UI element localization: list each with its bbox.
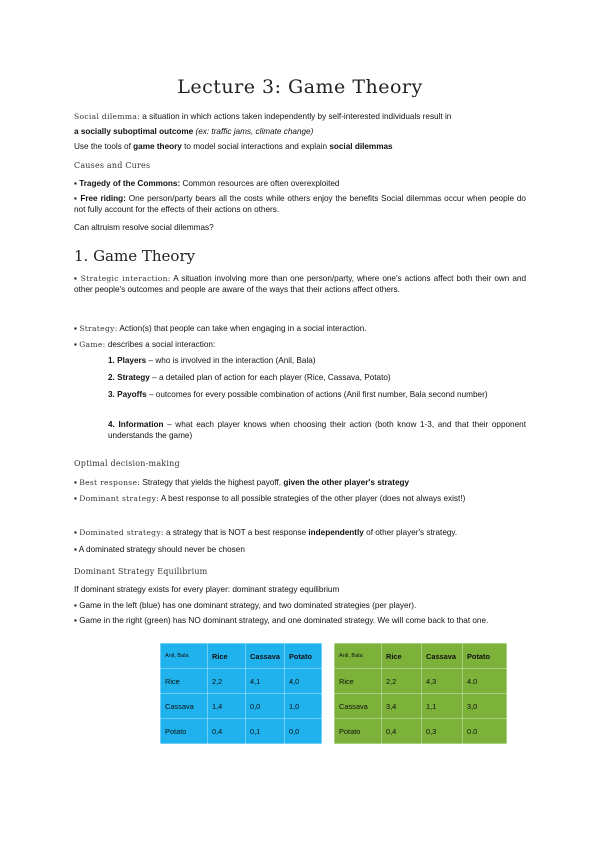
page-title: Lecture 3: Game Theory bbox=[177, 76, 423, 98]
column-header: Rice bbox=[382, 644, 422, 669]
payoff-table-blue bbox=[160, 643, 322, 744]
payoff-cell: 3,4 bbox=[382, 694, 422, 719]
payoff-cell: 4,1 bbox=[246, 669, 285, 694]
table-corner: Anil, Bala bbox=[335, 644, 382, 669]
row-label: Potato bbox=[335, 719, 382, 744]
social-dilemma-definition: Social dilemma: a situation in which actions taken independently by self-interested individuals result in bbox=[74, 112, 452, 121]
payoff-cell: 0,0 bbox=[285, 719, 322, 744]
list-item: ▪ Tragedy of the Commons: Common resources are often overexploited bbox=[74, 179, 340, 188]
column-header: Potato bbox=[285, 644, 322, 669]
table-row bbox=[161, 694, 322, 719]
payoff-table-green bbox=[334, 643, 507, 744]
list-item: ▪ Strategic interaction: A situation involving more than one person/party, where one's actions affect both their own and other people's outcomes and people are aware of the ways that their actions affect others. bbox=[74, 274, 527, 294]
row-label: Cassava bbox=[161, 694, 208, 719]
table-row bbox=[161, 719, 322, 744]
social-dilemma-outcome: a socially suboptimal outcome (ex: traffic jams, climate change) bbox=[74, 127, 314, 136]
list-item: ▪ Strategy: Action(s) that people can take when engaging in a social interaction. bbox=[74, 324, 367, 333]
payoff-cell: 0,1 bbox=[246, 719, 285, 744]
column-header: Cassava bbox=[422, 644, 463, 669]
payoff-cell: 4,0 bbox=[285, 669, 322, 694]
table-row bbox=[335, 719, 507, 744]
equilibrium-heading: Dominant Strategy Equilibrium bbox=[74, 567, 208, 576]
column-header: Rice bbox=[208, 644, 246, 669]
table-corner: Anil, Bala bbox=[161, 644, 208, 669]
list-item: ▪ Game in the left (blue) has one dominant strategy, and two dominated strategies (per player). bbox=[74, 601, 417, 610]
list-item: ▪ A dominated strategy should never be chosen bbox=[74, 545, 245, 554]
table-row bbox=[335, 694, 507, 719]
list-item: ▪ Dominant strategy: A best response to all possible strategies of the other player (does not always exist!) bbox=[74, 494, 466, 503]
game-theory-usage: Use the tools of game theory to model social interactions and explain social dilemmas bbox=[74, 142, 393, 151]
section-heading: 1. Game Theory bbox=[74, 247, 196, 265]
payoff-cell: 0,3 bbox=[422, 719, 463, 744]
list-item: ▪ Best response: Strategy that yields the highest payoff, given the other player's strategy bbox=[74, 478, 410, 487]
payoff-cell: 1,1 bbox=[422, 694, 463, 719]
payoff-cell: 3,0 bbox=[463, 694, 507, 719]
optimal-heading: Optimal decision-making bbox=[74, 459, 180, 468]
row-label: Rice bbox=[335, 669, 382, 694]
table-row bbox=[335, 669, 507, 694]
game-element: 2. Strategy – a detailed plan of action for each player (Rice, Cassava, Potato) bbox=[108, 373, 391, 382]
payoff-cell: 0,4 bbox=[208, 719, 246, 744]
payoff-cell: 4,3 bbox=[422, 669, 463, 694]
payoff-cell: 0.0 bbox=[463, 719, 507, 744]
game-element: 3. Payoffs – outcomes for every possible combination of actions (Anil first number, Bala second number) bbox=[108, 390, 488, 399]
payoff-cell: 2,2 bbox=[382, 669, 422, 694]
altruism-question: Can altruism resolve social dilemmas? bbox=[74, 223, 214, 232]
row-label: Cassava bbox=[335, 694, 382, 719]
payoff-cell: 1,4 bbox=[208, 694, 246, 719]
table-row bbox=[161, 669, 322, 694]
list-item: ▪ Game in the right (green) has NO dominant strategy, and one dominated strategy. We will come back to that one. bbox=[74, 616, 489, 625]
game-element: 1. Players – who is involved in the interaction (Anil, Bala) bbox=[108, 356, 316, 365]
list-item: ▪ Free riding: One person/party bears all the costs while others enjoy the benefits Social dilemmas occur when people do not fully account for the effects of their actions on others. bbox=[74, 194, 526, 214]
payoff-cell: 4.0 bbox=[463, 669, 507, 694]
row-label: Potato bbox=[161, 719, 208, 744]
payoff-cell: 0,0 bbox=[246, 694, 285, 719]
equilibrium-definition: If dominant strategy exists for every player: dominant strategy equilibrium bbox=[74, 585, 340, 594]
term-social-dilemma: Social dilemma: bbox=[74, 112, 141, 121]
causes-heading: Causes and Cures bbox=[74, 161, 151, 170]
row-label: Rice bbox=[161, 669, 208, 694]
list-item: ▪ Game: describes a social interaction: bbox=[74, 340, 216, 349]
payoff-cell: 0,4 bbox=[382, 719, 422, 744]
column-header: Cassava bbox=[246, 644, 285, 669]
payoff-cell: 2,2 bbox=[208, 669, 246, 694]
payoff-cell: 1,0 bbox=[285, 694, 322, 719]
game-element: 4. Information – what each player knows when choosing their action (both know 1-3, and that their opponent understands the game) bbox=[108, 420, 526, 440]
column-header: Potato bbox=[463, 644, 507, 669]
list-item: ▪ Dominated strategy: a strategy that is NOT a best response independently of other player's strategy. bbox=[74, 528, 458, 537]
